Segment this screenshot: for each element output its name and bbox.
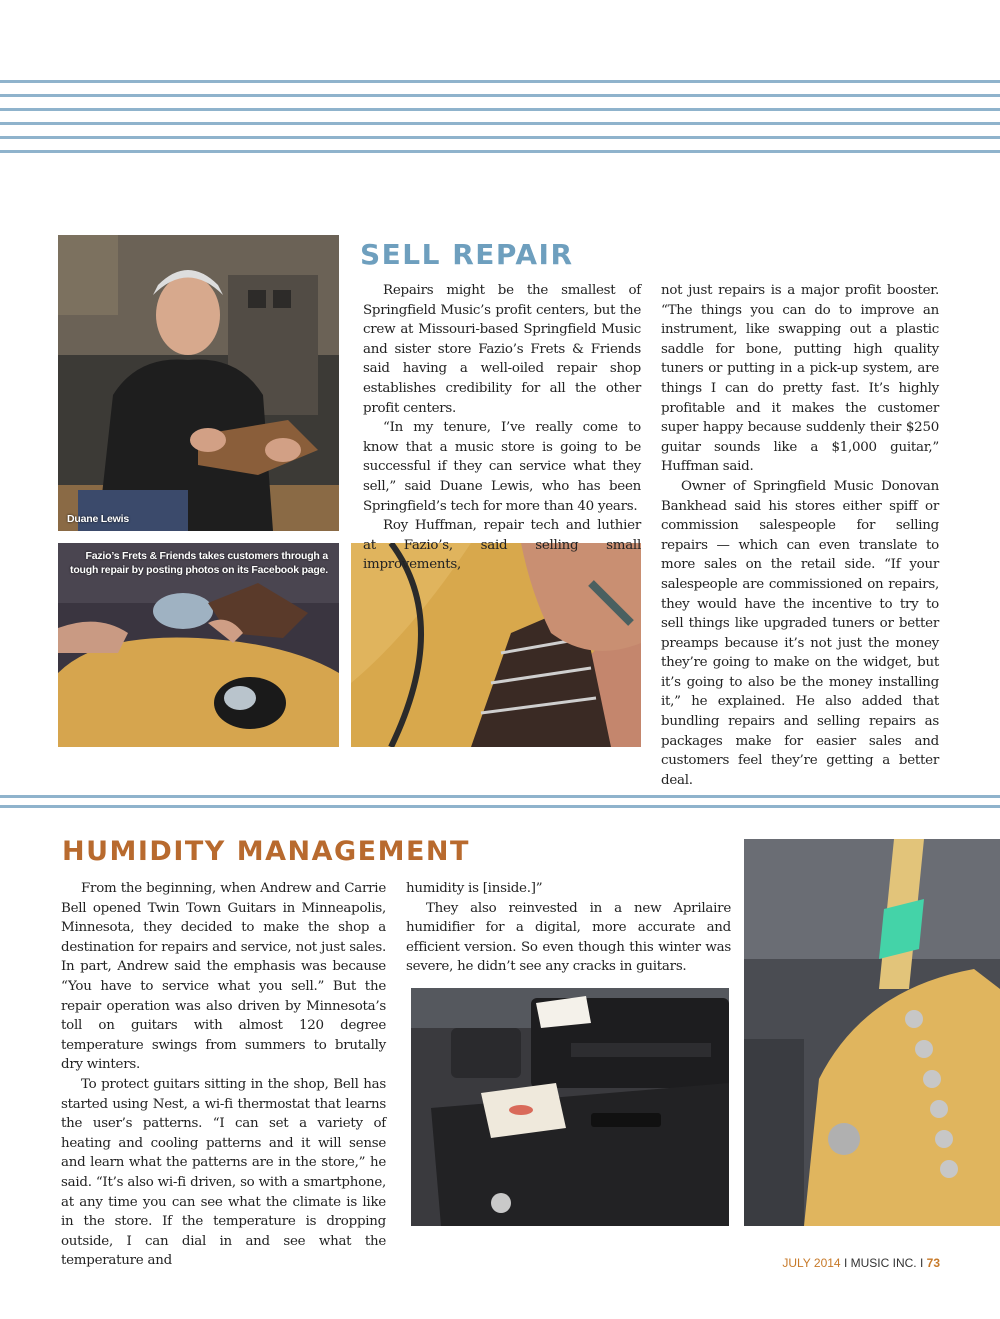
paragraph: To protect guitars sitting in the shop, Bell has started using Nest, a wi-fi thermostat that learns the user’s patterns. “I can set a variety of heating and cooling patterns and it will sense and learn what the patterns are in the store,” he said. “It’s also wi-fi driven, so with a smartphone, at any time you can see what the climate is like in the store. If the temperature is dropping outside, I can dial in and see what the temperature and — [61, 1076, 386, 1269]
photo-amplifier-with-tag — [411, 988, 729, 1226]
footer-separator: I — [916, 1256, 927, 1270]
footer-separator: I — [840, 1256, 851, 1270]
paragraph: From the beginning, when Andrew and Carrie Bell opened Twin Town Guitars in Minneapolis, Minnesota, they decided to make the shop a destination for repairs and service, not just sales. In part, Andrew said the emphasis was because “You have to service what you sell.” But the repair operation was also driven by Minnesota’s toll on guitars with almost 120 degree temperature swings from summers to brutally dry winters. — [61, 881, 386, 1073]
photo-caption-duane-lewis: Duane Lewis — [67, 513, 129, 525]
photo-guitar-repair-hands — [58, 543, 339, 747]
headline-humidity-management: HUMIDITY MANAGEMENT — [62, 836, 470, 867]
humidity-column-2 — [406, 879, 731, 977]
paragraph: Repairs might be the smallest of Springfield Music’s profit centers, but the crew at Missouri-based Springfield Music and sister store Fazio’s Frets & Friends said having a well-oiled repair shop establishes credibility for all the other profit centers. — [363, 283, 641, 416]
page-footer — [782, 1256, 940, 1270]
photo-caption-facebook: Fazio’s Frets & Friends takes customers through a tough repair by posting photos on its Facebook page. — [70, 550, 328, 576]
photo-duane-lewis — [58, 235, 339, 531]
sell-repair-column-2 — [661, 281, 939, 790]
footer-date: JULY 2014 — [782, 1256, 841, 1270]
photo-fender-headstock — [744, 839, 1000, 1226]
paragraph: “In my tenure, I’ve really come to know that a music store is going to be successful if they can service what they sell,” said Duane Lewis, who has been Springfield’s tech for more than 40 years. — [363, 420, 641, 514]
paragraph: They also reinvested in a new Aprilaire humidifier for a digital, more accurate and efficient version. So even though this winter was severe, he didn’t see any cracks in guitars. — [406, 900, 731, 975]
humidity-column-1 — [61, 879, 386, 1271]
paragraph: Owner of Springfield Music Donovan Bankhead said his stores either spiff or commission salespeople for selling repairs — which can even translate to more sales on the retail side. “If your salespeople are commissioned on repairs, they would have the incentive to try to sell things like upgraded tuners or better preamps because it’s not just the money they’re going to make on the widget, but it’s going to also be the money installing it,” he explained. He also added that bundling repairs and selling repairs as packages make for easier sales and customers feel they’re getting a better deal. — [661, 478, 939, 788]
paragraph: humidity is [inside.]” — [406, 881, 543, 896]
footer-magazine: MUSIC INC. — [850, 1256, 917, 1270]
footer-page-number: 73 — [926, 1256, 940, 1270]
headline-sell-repair: SELL REPAIR — [360, 238, 574, 271]
paragraph: not just repairs is a major profit booster. “The things you can do to improve an instrument, like swapping out a plastic saddle for bone, putting high quality tuners or putting in a pick-up system, are things I can do pretty fast. It’s highly profitable and it makes the customer super happy because suddenly their $250 guitar sounds like a $1,000 guitar,” Huffman said. — [661, 283, 939, 475]
middle-decorative-rules — [0, 795, 1000, 809]
paragraph: Roy Huffman, repair tech and luthier at Fazio’s, said selling small improvements, — [363, 518, 641, 573]
sell-repair-column-1 — [363, 281, 641, 575]
top-decorative-rules — [0, 80, 1000, 154]
